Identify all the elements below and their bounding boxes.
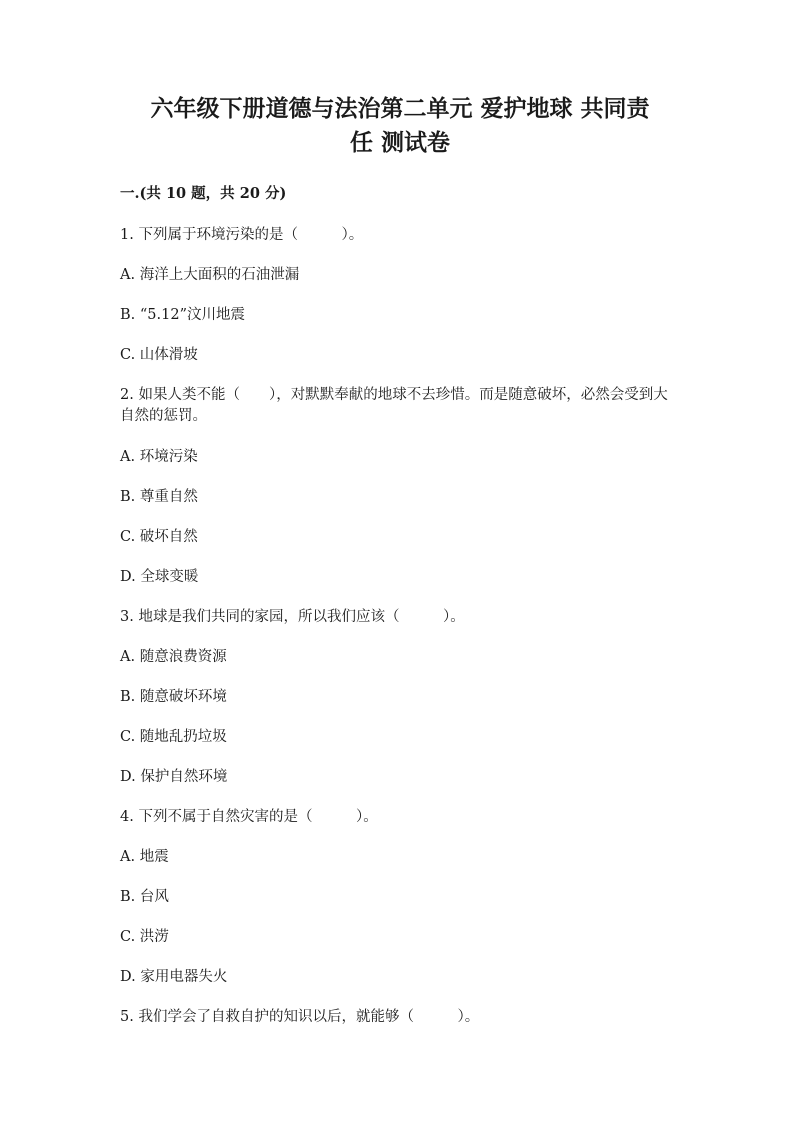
- question-2-option-c: C. 破坏自然: [120, 529, 198, 545]
- question-4-option-b: B. 台风: [120, 889, 169, 905]
- question-4-option-d: D. 家用电器失火: [120, 969, 228, 985]
- question-3-option-a: A. 随意浪费资源: [120, 649, 227, 665]
- question-1-option-b: B. “5.12”汶川地震: [120, 307, 245, 323]
- question-2-option-a: A. 环境污染: [120, 449, 198, 465]
- question-2-stem: 2. 如果人类不能（ ），对默默奉献的地球不去珍惜。而是随意破坏，必然会受到大自然的惩罚。: [120, 387, 668, 424]
- question-3-option-c: C. 随地乱扔垃圾: [120, 729, 227, 745]
- document-title: [120, 92, 680, 160]
- title-line-1: 六年级下册道德与法治第二单元 爱护地球 共同责: [150, 95, 650, 122]
- title-line-2: 任 测试卷: [349, 129, 450, 156]
- question-2-option-d: D. 全球变暖: [120, 569, 199, 585]
- question-4-option-c: C. 洪涝: [120, 929, 169, 945]
- question-3-stem: 3. 地球是我们共同的家园，所以我们应该（ ）。: [120, 609, 465, 625]
- section-heading: 一.(共 10 题，共 20 分): [120, 185, 287, 202]
- question-1-stem: 1. 下列属于环境污染的是（ ）。: [120, 227, 364, 243]
- question-1-option-c: C. 山体滑坡: [120, 347, 198, 363]
- question-2-option-b: B. 尊重自然: [120, 489, 198, 505]
- question-3-option-d: D. 保护自然环境: [120, 769, 228, 785]
- question-4-stem: 4. 下列不属于自然灾害的是（ ）。: [120, 809, 378, 825]
- question-5-stem: 5. 我们学会了自救自护的知识以后，就能够（ ）。: [120, 1009, 480, 1025]
- question-3-option-b: B. 随意破坏环境: [120, 689, 227, 705]
- question-1-option-a: A. 海洋上大面积的石油泄漏: [120, 267, 300, 283]
- question-4-option-a: A. 地震: [120, 849, 169, 865]
